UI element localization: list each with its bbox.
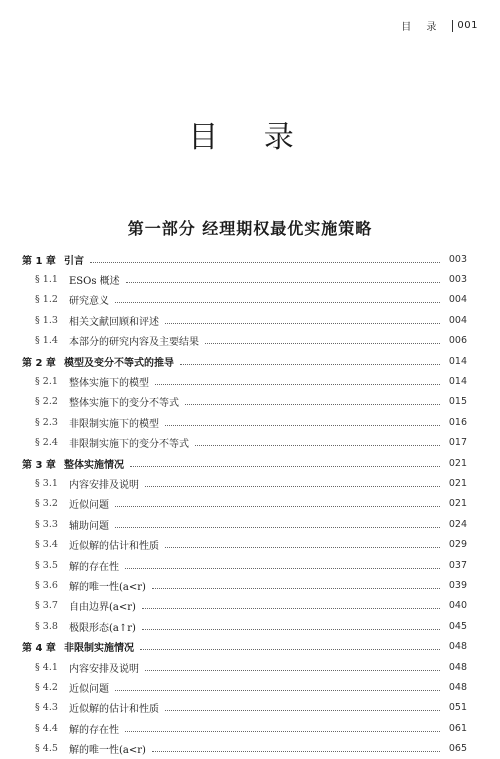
toc-section-entry[interactable] xyxy=(22,555,467,575)
toc-entry-number: § 2.3 xyxy=(35,416,58,428)
toc-entry-number: § 1.1 xyxy=(35,274,58,286)
toc-entry-page-number: 037 xyxy=(448,559,467,571)
toc-dot-leader xyxy=(142,598,440,609)
toc-dot-leader xyxy=(130,456,440,467)
toc-section-entry[interactable] xyxy=(22,575,467,595)
toc-entry-label: 解的存在性 xyxy=(69,724,119,736)
toc-entry-label: 本部分的研究内容及主要结果 xyxy=(69,337,199,349)
toc-dot-leader xyxy=(152,578,440,589)
toc-entry-number: § 3.6 xyxy=(35,579,58,591)
toc-section-entry[interactable] xyxy=(22,269,467,289)
running-header xyxy=(401,18,478,33)
toc-dot-leader xyxy=(165,700,440,711)
toc-entry-label: 解的唯一性(a<r) xyxy=(69,745,146,757)
running-header-title: 目 录 xyxy=(401,22,443,33)
toc-entry-page-number: 040 xyxy=(448,600,467,612)
toc-entry-number: § 4.2 xyxy=(35,681,58,693)
toc-entry-page-number: 004 xyxy=(448,314,467,326)
toc-entry-label: 整体实施下的模型 xyxy=(69,378,149,390)
toc-entry-number: § 4.1 xyxy=(35,661,58,673)
toc-entry-page-number: 021 xyxy=(448,477,467,489)
toc-entry-label: 辅助问题 xyxy=(69,520,109,532)
toc-section-entry[interactable] xyxy=(22,392,467,412)
toc-section-entry[interactable] xyxy=(22,494,467,514)
toc-chapter-entry[interactable] xyxy=(22,351,467,371)
toc-entry-label: 自由边界(a<r) xyxy=(69,602,136,614)
toc-entry-page-number: 021 xyxy=(448,457,467,469)
toc-entry-number: § 2.1 xyxy=(35,376,58,388)
toc-section-entry[interactable] xyxy=(22,473,467,493)
toc-entry-number: § 3.3 xyxy=(35,518,58,530)
toc-dot-leader xyxy=(205,333,440,344)
toc-entry-page-number: 039 xyxy=(448,579,467,591)
toc-section-entry[interactable] xyxy=(22,433,467,453)
toc-section-entry[interactable] xyxy=(22,718,467,738)
toc-section-entry[interactable] xyxy=(22,331,467,351)
toc-entry-label: 非限制实施下的变分不等式 xyxy=(69,439,189,451)
toc-dot-leader xyxy=(165,415,440,426)
toc-entry-label: 近似解的估计和性质 xyxy=(69,704,159,716)
toc-dot-leader xyxy=(115,496,440,507)
toc-entry-number: 第 1 章 xyxy=(22,255,56,267)
page-title: 目 录 xyxy=(188,120,312,155)
running-header-divider xyxy=(452,20,453,32)
toc-entry-number: 第 4 章 xyxy=(22,643,56,655)
toc-dot-leader xyxy=(90,252,440,263)
toc-entry-page-number: 006 xyxy=(448,335,467,347)
toc-entry-page-number: 017 xyxy=(448,437,467,449)
toc-entry-page-number: 016 xyxy=(448,416,467,428)
part-title: 第一部分 经理期权最优实施策略 xyxy=(127,219,373,238)
running-header-page-number: 001 xyxy=(457,20,478,31)
toc-entry-label: 解的存在性 xyxy=(69,561,119,573)
toc-dot-leader xyxy=(115,517,440,528)
toc-dot-leader xyxy=(125,558,440,569)
toc-dot-leader xyxy=(145,660,440,671)
toc-section-entry[interactable] xyxy=(22,738,467,758)
toc-section-entry[interactable] xyxy=(22,616,467,636)
toc-entry-number: § 3.7 xyxy=(35,600,58,612)
toc-entry-page-number: 024 xyxy=(448,518,467,530)
toc-chapter-entry[interactable] xyxy=(22,453,467,473)
toc-dot-leader xyxy=(195,435,440,446)
toc-dot-leader xyxy=(155,374,440,385)
toc-entry-label: 近似问题 xyxy=(69,500,109,512)
toc-entry-page-number: 048 xyxy=(448,641,467,653)
toc-entry-label: 极限形态(a↑r) xyxy=(69,622,136,634)
toc-entry-page-number: 003 xyxy=(448,253,467,265)
toc-entry-label: 内容安排及说明 xyxy=(69,479,139,491)
toc-entry-number: § 3.1 xyxy=(35,477,58,489)
toc-dot-leader xyxy=(115,292,440,303)
toc-section-entry[interactable] xyxy=(22,596,467,616)
toc-entry-page-number: 061 xyxy=(448,722,467,734)
toc-chapter-entry[interactable] xyxy=(22,249,467,269)
toc-entry-number: § 1.4 xyxy=(35,335,58,347)
toc-entry-page-number: 045 xyxy=(448,620,467,632)
toc-entry-label: 内容安排及说明 xyxy=(69,663,139,675)
toc-section-entry[interactable] xyxy=(22,657,467,677)
toc-entry-number: § 4.3 xyxy=(35,702,58,714)
toc-entry-number: § 1.3 xyxy=(35,314,58,326)
toc-entry-number: § 4.4 xyxy=(35,722,58,734)
toc-entry-number: § 3.8 xyxy=(35,620,58,632)
toc-dot-leader xyxy=(140,639,440,650)
toc-entry-number: § 2.2 xyxy=(35,396,58,408)
toc-entry-label: 引言 xyxy=(64,255,84,267)
table-of-contents xyxy=(22,249,467,759)
toc-section-entry[interactable] xyxy=(22,412,467,432)
toc-dot-leader xyxy=(185,394,440,405)
toc-entry-page-number: 048 xyxy=(448,681,467,693)
toc-entry-page-number: 004 xyxy=(448,294,467,306)
toc-entry-label: 非限制实施情况 xyxy=(64,643,134,655)
toc-dot-leader xyxy=(125,721,440,732)
toc-dot-leader xyxy=(152,741,440,752)
toc-entry-page-number: 014 xyxy=(448,355,467,367)
toc-section-entry[interactable] xyxy=(22,371,467,391)
toc-dot-leader xyxy=(145,476,440,487)
toc-entry-label: 整体实施情况 xyxy=(64,459,124,471)
toc-section-entry[interactable] xyxy=(22,677,467,697)
toc-entry-number: § 3.5 xyxy=(35,559,58,571)
toc-dot-leader xyxy=(115,680,440,691)
toc-entry-page-number: 051 xyxy=(448,702,467,714)
toc-entry-label: ESOs 概述 xyxy=(69,276,120,288)
toc-dot-leader xyxy=(165,313,440,324)
toc-entry-page-number: 065 xyxy=(448,743,467,755)
toc-dot-leader xyxy=(126,272,440,283)
toc-entry-number: § 3.4 xyxy=(35,539,58,551)
toc-entry-number: § 1.2 xyxy=(35,294,58,306)
toc-entry-number: § 3.2 xyxy=(35,498,58,510)
toc-dot-leader xyxy=(142,619,440,630)
toc-entry-label: 非限制实施下的模型 xyxy=(69,418,159,430)
toc-entry-label: 近似解的估计和性质 xyxy=(69,541,159,553)
toc-entry-page-number: 015 xyxy=(448,396,467,408)
toc-entry-label: 相关文献回顾和评述 xyxy=(69,316,159,328)
toc-entry-page-number: 029 xyxy=(448,539,467,551)
toc-section-entry[interactable] xyxy=(22,290,467,310)
toc-entry-page-number: 021 xyxy=(448,498,467,510)
toc-entry-number: 第 2 章 xyxy=(22,357,56,369)
toc-entry-label: 解的唯一性(a<r) xyxy=(69,581,146,593)
toc-section-entry[interactable] xyxy=(22,514,467,534)
toc-dot-leader xyxy=(180,354,440,365)
toc-entry-number: § 2.4 xyxy=(35,437,58,449)
toc-entry-number: 第 3 章 xyxy=(22,459,56,471)
toc-entry-label: 模型及变分不等式的推导 xyxy=(64,357,174,369)
toc-dot-leader xyxy=(165,537,440,548)
toc-section-entry[interactable] xyxy=(22,534,467,554)
toc-entry-label: 研究意义 xyxy=(69,296,109,308)
toc-entry-label: 整体实施下的变分不等式 xyxy=(69,398,179,410)
toc-entry-label: 近似问题 xyxy=(69,683,109,695)
toc-entry-number: § 4.5 xyxy=(35,743,58,755)
toc-section-entry[interactable] xyxy=(22,698,467,718)
toc-section-entry[interactable] xyxy=(22,310,467,330)
toc-entry-page-number: 003 xyxy=(448,274,467,286)
toc-chapter-entry[interactable] xyxy=(22,636,467,656)
toc-entry-page-number: 048 xyxy=(448,661,467,673)
toc-entry-page-number: 014 xyxy=(448,376,467,388)
